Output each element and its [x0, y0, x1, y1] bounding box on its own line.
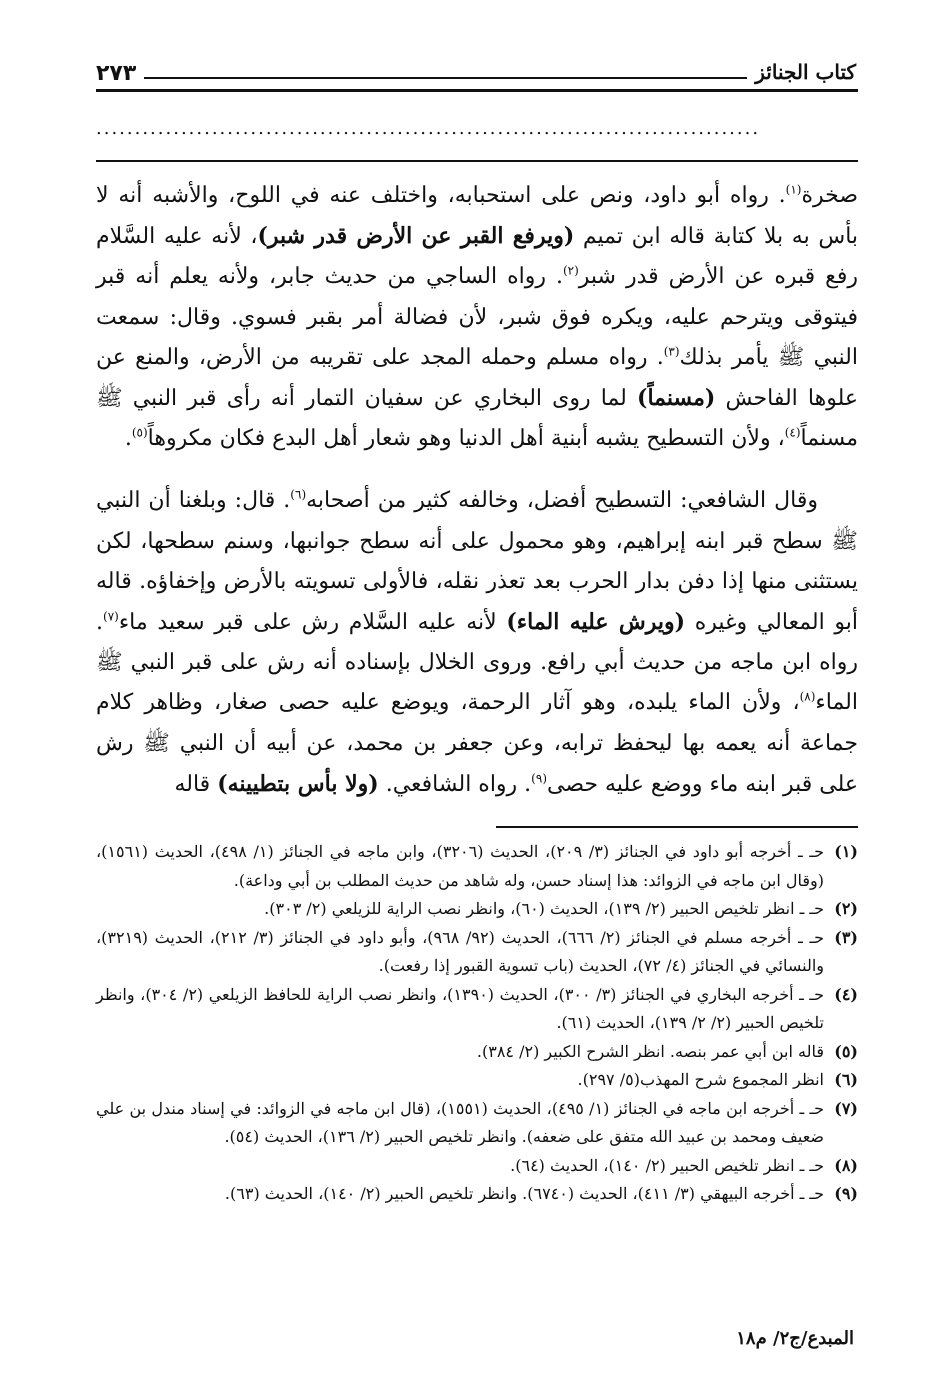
text-run: . قال: وبلغنا أن النبي ﷺ سطح قبر ابنه إبراهيم، وهو محمول على أنه سطح جوانبها، وسنم سطحها، لكن يستثنى منها إذا دفن بدار الحرب بعد تعذر نقله، فالأولى تسويته بالأرض وإخفاؤه. قاله أبو المعالي وغيره — [96, 488, 859, 636]
text-run: . رواه أبو داود، ونص على استحبابه، واختلف عنه في اللوح، والأشبه أنه لا بأس به بلا كتابة قاله ابن تميم — [96, 183, 859, 250]
text-run: ، لأنه عليه السَّلام رفع قبره عن الأرض قدر شبر — [96, 224, 858, 290]
text-run: وقال الشافعي: التسطيح أفضل، وخالفه كثير من أصحابه — [306, 488, 818, 514]
matn-phrase: (ولا بأس بتطيينه) — [217, 770, 379, 797]
footnote-text: انظر المجموع شرح المهذب(٥/ ٢٩٧). — [577, 1070, 824, 1089]
footnote-text: حـ ـ انظر تلخيص الحبير (٢/ ١٤٠)، الحديث (٦٤). — [510, 1155, 824, 1175]
text-run: . رواه ابن ماجه من حديث أبي رافع. وروى الخلال بإسناده أنه رش على قبر النبي ﷺ الماء — [96, 610, 858, 716]
text-run: . رواه الشافعي. — [378, 771, 532, 797]
footnote-number: (٣) — [834, 927, 858, 947]
footnote-number: (٩) — [834, 1184, 858, 1203]
footnote — [96, 838, 858, 895]
footnote-text: حـ ـ أخرجه البخاري في الجنائز (٣/ ٣٠٠)، الحديث (١٣٩٠)، وانظر نصب الراية للحافظ الزيلعي (٢/ ٣٠٤)، وانظر تلخيص الحبير (٢/ ٢/ ١٣٩)، الحديث (٦١). — [96, 984, 824, 1032]
text-run: لما روى البخاري عن سفيان التمار أنه رأى قبر النبي ﷺ مسنماً — [96, 386, 858, 452]
footnote-ref: (١) — [785, 182, 802, 197]
footnote-number: (٤) — [834, 984, 858, 1004]
matn-phrase: (مسنماً) — [637, 385, 716, 412]
printer-signature: المبدع/ج٢/ م١٨ — [736, 1328, 854, 1349]
footnote-text: حـ ـ انظر تلخيص الحبير (٢/ ١٣٩)، الحديث (٦٠)، وانظر نصب الراية للزيلعي (٢/ ٣٠٣). — [264, 899, 824, 918]
book-title: كتاب الجنائز — [755, 60, 856, 84]
footnote — [96, 895, 858, 924]
footnote-text: قاله ابن أبي عمر بنصه. انظر الشرح الكبير (٢/ ٣٨٤). — [476, 1041, 824, 1061]
footnote — [96, 1180, 858, 1209]
footnote-number: (٨) — [834, 1155, 858, 1175]
footnotes — [96, 838, 858, 1209]
footnote — [96, 1095, 858, 1152]
footnote-number: (١) — [834, 842, 858, 861]
text-run: لأنه عليه السَّلام رش على قبر سعيد ماء — [118, 610, 507, 636]
matn-phrase: (ويرفع القبر عن الأرض قدر شبر) — [257, 223, 575, 250]
footnote-text: حـ ـ أخرجه ابن ماجه في الجنائز (١/ ٤٩٥)، الحديث (١٥٥١)، (قال ابن ماجه في الزوائد: في إسناد مندل بن علي ضعيف ومحمد بن عبيد الله متفق على ضعفه). وانظر تلخيص الحبير (٢/ ١٣٦)، الحديث (٥٤). — [96, 1098, 825, 1146]
text-run: ، ولأن الماء يلبده، وهو آثار الرحمة، ويوضع عليه حصى صغار، وظاهر كلام جماعة أنه يعمه بها ليحفظ ترابه، وعن جعفر بن محمد، عن أبيه أن النبي ﷺ رش على قبر ابنه ماء ووضع عليه حصى — [96, 690, 858, 797]
footnote-ref: (٣) — [663, 344, 680, 359]
header-rule — [96, 89, 858, 92]
footnote-number: (٦) — [834, 1070, 858, 1089]
footnote-text: حـ ـ أخرجه البيهقي (٣/ ٤١١)، الحديث (٦٧٤٠). وانظر تلخيص الحبير (٢/ ١٤٠)، الحديث (٦٣). — [224, 1184, 824, 1203]
text-run: . رواه مسلم وحمله المجد على تقريبه من الأرض، والمنع عن علوها الفاحش — [96, 344, 858, 412]
footnote-separator — [496, 826, 858, 828]
footnote — [96, 924, 858, 981]
footnote-number: (٧) — [834, 1098, 858, 1118]
footnote — [96, 1152, 858, 1181]
footnote-number: (٥) — [834, 1041, 858, 1061]
footnote-ref: (٧) — [103, 609, 119, 624]
text-run: صخرة — [801, 183, 859, 208]
page-number: ٢٧٣ — [96, 61, 137, 86]
main-text — [96, 176, 858, 805]
header-line — [144, 77, 747, 79]
section-rule — [96, 160, 858, 162]
footnote-ref: (٨) — [799, 690, 816, 705]
text-run: ، ولأن التسطيح يشبه أبنية أهل الدنيا وهو شعار أهل البدع فكان مكروهاً — [147, 426, 785, 452]
footnote-ref: (٢) — [562, 264, 579, 279]
footnote — [96, 1038, 858, 1067]
footnote — [96, 1066, 858, 1095]
footnote-text: حـ ـ أخرجه أبو داود في الجنائز (٣/ ٢٠٩)، الحديث (٣٢٠٦)، وابن ماجه في الجنائز (١/ ٤٩٨)، الحديث (١٥٦١)، (وقال ابن ماجه في الزوائد: هذا إسناد حسن، وله شاهد من حديث المطلب بن أبي وداعة). — [96, 842, 824, 890]
dotted-separator: ...................................................................................... — [96, 118, 761, 139]
paragraph-2 — [96, 481, 858, 805]
paragraph-1 — [96, 176, 858, 459]
matn-phrase: (ويرش عليه الماء) — [506, 609, 686, 636]
running-header — [96, 52, 856, 88]
text-run: قاله — [174, 771, 218, 797]
text-run: . رواه الساجي من حديث جابر، ولأنه يعلم أنه قبر فيتوقى ويترحم عليه، ويكره فوق شبر، لأن فضالة أمر بقبر فسوي. وقال: سمعت النبي ﷺ يأمر بذلك — [96, 264, 858, 370]
footnote-text: حـ ـ أخرجه مسلم في الجنائز (٢/ ٦٦٦)، الحديث (٩٢/ ٩٦٨)، وأبو داود في الجنائز (٣/ ٢١٢)، الحديث (٣٢١٩)، والنسائي في الجنائز (٤/ ٧٢)، الحديث (باب تسوية القبور إذا رفعت). — [96, 927, 825, 975]
footnote-number: (٢) — [834, 899, 858, 918]
footnote — [96, 981, 858, 1038]
text-run: . — [124, 426, 132, 452]
footnote-ref: (٤) — [784, 425, 801, 440]
footnote-ref: (٩) — [531, 771, 547, 786]
footnote-ref: (٥) — [131, 425, 148, 440]
footnote-ref: (٦) — [290, 488, 307, 503]
